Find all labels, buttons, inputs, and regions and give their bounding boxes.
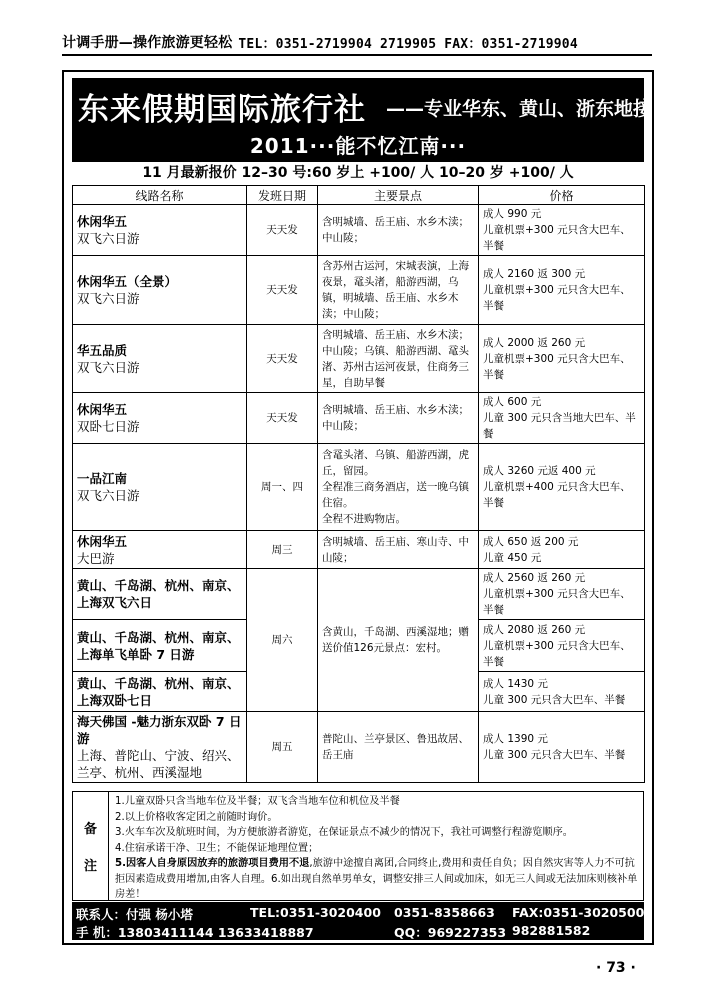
price-cell: 成人 2160 返 300 元 儿童机票+300 元只含大巴车、半餐 <box>479 256 645 325</box>
price-cell: 成人 600 元 儿童 300 元只含当地大巴车、半餐 <box>479 393 645 444</box>
route-title: 海天佛国 -魅力浙东双卧 7 日游 <box>77 714 242 746</box>
note-item-bold: 5.因客人自身原因放弃的旅游项目费用不退 <box>115 858 310 869</box>
route-cell <box>73 672 247 712</box>
spots-cell: 含明城墙、岳王庙、水乡木渎；中山陵； <box>318 205 479 256</box>
departure-cell: 周三 <box>247 531 318 569</box>
departure-cell: 天天发 <box>247 325 318 393</box>
slogan-text: 计调手册—操作旅游更轻松 <box>62 35 233 51</box>
departure-cell: 周一、四 <box>247 444 318 531</box>
title-banner <box>72 78 653 162</box>
table-row <box>73 325 645 393</box>
price-table <box>72 185 645 783</box>
contact-qq-2: 982881582 <box>512 923 591 938</box>
table-row <box>73 393 645 444</box>
spots-cell: 含明城墙、岳王庙、寒山寺、中山陵； <box>318 531 479 569</box>
table-row <box>73 569 645 620</box>
table-row <box>73 205 645 256</box>
price-subtitle: 11 月最新报价 12–30 号:60 岁上 +100/ 人 10–20 岁 +100/ 人 <box>142 165 574 181</box>
route-cell <box>73 393 247 444</box>
route-title: 黄山、千岛湖、杭州、南京、上海单飞单卧 7 日游 <box>77 629 240 662</box>
note-item <box>115 856 641 903</box>
note-item-rest: ,旅游中途擅自离团,合同终止,费用和责任自负；因自然灾害等人力不可抗拒因素造成费用增加,由客人自理。6.如出现自然单男单女，调整安排三人间或加床，如无三人间或无法加床则核补单房差！ <box>115 858 638 900</box>
contact-fax: FAX:0351-3020500 <box>512 905 645 920</box>
table-row <box>73 256 645 325</box>
note-item: 1.儿童双卧只含当地车位及半餐；双飞含当地车位和机位及半餐 <box>115 796 400 807</box>
note-item: 3.火车车次及航班时间，为方便旅游者游览，在保证景点不减少的情况下，我社可调整行程游览顺序。 <box>115 827 573 838</box>
notes-body <box>115 794 641 903</box>
contact-tel-2: 0351-8358663 <box>394 905 495 920</box>
contact-tel: TEL:0351-3020400 <box>250 905 381 920</box>
route-cell <box>73 256 247 325</box>
table-row <box>73 531 645 569</box>
route-cell <box>73 569 247 620</box>
route-sub: 双飞六日游 <box>77 231 140 246</box>
notes-label-char: 备 <box>83 822 97 837</box>
table-row <box>73 444 645 531</box>
route-sub: 大巴游 <box>77 550 115 566</box>
spots-cell: 含鼋头渚、乌镇、船游西湖，虎丘，留园。 全程准三商务酒店，送一晚乌镇住宿。 全程不进购物店。 <box>318 444 479 531</box>
notes-label-char: 注 <box>83 859 97 874</box>
campaign-title: 2011···能不忆江南··· <box>249 134 467 158</box>
notes-box <box>72 791 644 901</box>
route-title: 华五品质 <box>77 342 128 358</box>
top-header-bar <box>62 34 652 56</box>
company-name: 东来假期国际旅行社 <box>78 92 366 128</box>
route-cell <box>73 444 247 531</box>
departure-cell: 周六 <box>247 569 318 712</box>
col-header-price: 价格 <box>479 186 645 205</box>
route-title: 黄山、千岛湖、杭州、南京、上海双卧七日 <box>77 675 240 708</box>
col-header-route: 线路名称 <box>73 186 247 205</box>
route-cell <box>73 531 247 569</box>
price-cell: 成人 650 返 200 元 儿童 450 元 <box>479 531 645 569</box>
note-item: 4.住宿承诺干净、卫生；不能保证地理位置； <box>115 842 319 854</box>
col-header-spots: 主要景点 <box>318 186 479 205</box>
route-title: 一品江南 <box>77 471 128 486</box>
departure-cell: 天天发 <box>247 256 318 325</box>
page-number: · 73 · <box>596 960 636 976</box>
spots-cell: 含苏州古运河，宋城表演，上海夜景，鼋头渚，船游西湖，乌镇，明城墙、岳王庙、水乡木渎；中山陵； <box>318 256 479 325</box>
route-title: 休闲华五 <box>77 533 128 549</box>
route-title: 休闲华五 <box>77 402 128 417</box>
route-title: 休闲华五 <box>77 214 128 229</box>
contact-mobile: 手 机：13803411144 13633418887 <box>76 925 314 940</box>
route-sub: 双飞六日游 <box>77 359 140 375</box>
departure-cell: 周五 <box>247 712 318 783</box>
company-tagline: ——专业华东、黄山、浙东地接 <box>386 98 653 120</box>
route-sub: 双卧七日游 <box>77 419 140 434</box>
col-header-date: 发班日期 <box>247 186 318 205</box>
price-cell: 成人 2560 返 260 元 儿童机票+300 元只含大巴车、半餐 <box>479 569 645 620</box>
spots-cell: 含明城墙、岳王庙、水乡木渎；中山陵；乌镇、船游西湖、鼋头渚、苏州古运河夜景，住商务三星，自助早餐 <box>318 325 479 393</box>
route-sub: 双飞六日游 <box>77 488 140 503</box>
price-cell: 成人 1430 元 儿童 300 元只含大巴车、半餐 <box>479 672 645 712</box>
route-cell <box>73 712 247 783</box>
notes-label <box>73 792 109 900</box>
price-cell: 成人 2000 返 260 元 儿童机票+300 元只含大巴车、半餐 <box>479 325 645 393</box>
route-title: 黄山、千岛湖、杭州、南京、上海双飞六日 <box>77 578 240 610</box>
departure-cell: 天天发 <box>247 393 318 444</box>
contact-persons: 联系人：付强 杨小塔 <box>76 907 193 922</box>
spots-cell: 含明城墙、岳王庙、水乡木渎；中山陵； <box>318 393 479 444</box>
route-sub: 上海、普陀山、宁波、绍兴、兰亭、杭州、西溪湿地 <box>77 748 240 780</box>
price-cell: 成人 990 元 儿童机票+300 元只含大巴车、半餐 <box>479 205 645 256</box>
route-cell <box>73 325 247 393</box>
contact-bar <box>72 902 644 940</box>
route-cell <box>73 205 247 256</box>
route-title: 休闲华五（全景） <box>77 274 178 289</box>
price-cell: 成人 2080 返 260 元 儿童机票+300 元只含大巴车、半餐 <box>479 620 645 672</box>
price-cell: 成人 3260 元返 400 元 儿童机票+400 元只含大巴车、半餐 <box>479 444 645 531</box>
top-tel-fax: TEL：0351-2719904 2719905 FAX：0351-2719904 <box>238 37 578 52</box>
table-header-row <box>73 186 645 205</box>
table-row <box>73 712 645 783</box>
spots-cell: 含黄山，千岛湖、西溪湿地；赠送价值126元景点：宏村。 <box>318 569 479 712</box>
route-cell <box>73 620 247 672</box>
contact-qq: QQ：969227353 <box>394 925 507 940</box>
advert-frame <box>62 70 654 945</box>
route-sub: 双飞六日游 <box>77 291 140 306</box>
note-item: 2.以上价格收客定团之前随时询价。 <box>115 811 278 823</box>
spots-cell: 普陀山、兰亭景区、鲁迅故居、岳王庙 <box>318 712 479 783</box>
departure-cell: 天天发 <box>247 205 318 256</box>
price-cell: 成人 1390 元 儿童 300 元只含大巴车、半餐 <box>479 712 645 783</box>
